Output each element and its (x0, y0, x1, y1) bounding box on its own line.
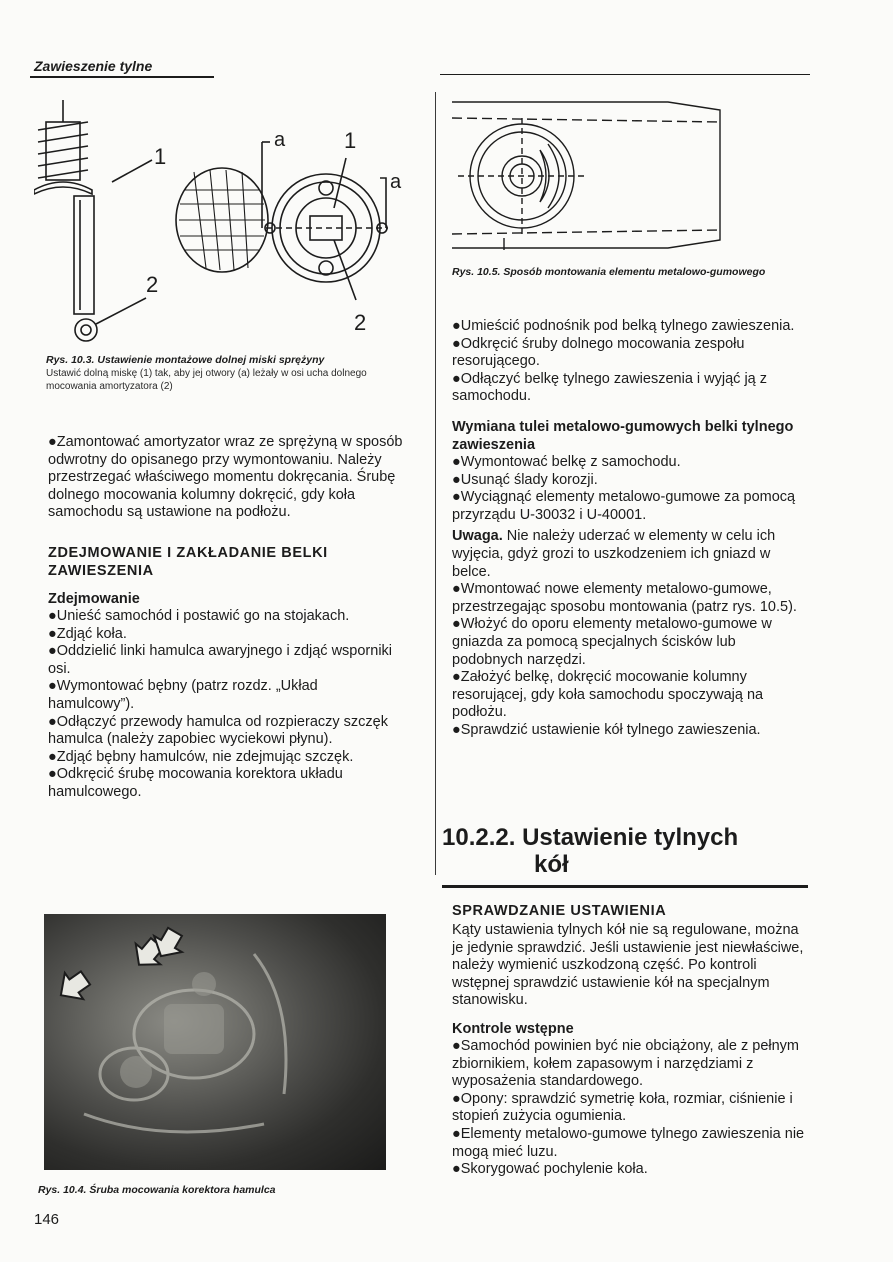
fig-10-3-callout-a1: a (274, 129, 286, 151)
page-number: 146 (34, 1211, 60, 1228)
bushing-step-2: ●Usunąć ślady korozji. (452, 471, 598, 488)
running-header: Zawieszenie tylne (34, 58, 153, 74)
figure-10-3-description: Ustawić dolną miskę (1) tak, aby jej otwory (a) leżały w osi ucha dolnego mocowania amortyzatora (2) (46, 368, 367, 392)
bushing-step-3: ●Wyciągnąć elementy metalowo-gumowe za pomocą przyrządu U-30032 i U-40001. (452, 489, 796, 523)
chapter-heading-line-1: 10.2.2. Ustawienie tylnych (442, 824, 739, 851)
removal-step-2: ●Zdjąć koła. (48, 625, 127, 642)
bushing-step-6: ●Założyć belkę, dokręcić mocowanie kolumny resorującej, gdy koła samochodu spoczywają na podłożu. (452, 669, 764, 721)
subheading-removal: Zdejmowanie (48, 590, 140, 607)
removal-step-6: ●Zdjąć bębny hamulców, nie zdejmując szczęk. (48, 748, 354, 765)
figure-10-3-title: Rys. 10.3. Ustawienie montażowe dolnej miski sprężyny (46, 354, 325, 366)
heading-bushings: Wymiana tulei metalowo-gumowych belki tylnego zawieszenia (452, 418, 794, 453)
note-paragraph (452, 528, 810, 581)
figure-10-4-caption (38, 1184, 398, 1197)
figure-10-3-drawing (34, 100, 424, 350)
removal-step-7: ●Odkręcić śrubę mocowania korektora układu hamulcowego. (48, 766, 343, 800)
fig-10-3-callout-1b: 1 (344, 128, 357, 153)
check-step-4: ●Skorygować pochylenie koła. (452, 1161, 648, 1178)
bushing-step-5: ●Włożyć do oporu elementy metalowo-gumowe w gniazda za pomocą specjalnych ścisków lub podobnych narzędzi. (452, 616, 772, 668)
note-label: Uwaga. (452, 528, 503, 545)
figure-10-4-photo (44, 914, 386, 1170)
removal-step-3: ●Oddzielić linki hamulca awaryjnego i zdjąć wsporniki osi. (48, 643, 393, 677)
figure-10-5-caption (452, 266, 792, 279)
bushing-step-4: ●Wmontować nowe elementy metalowo-gumowe, przestrzegając sposobu montowania (patrz rys. 10.5). (452, 581, 797, 615)
beam-step-1: ●Umieścić podnośnik pod belką tylnego zawieszenia. (452, 318, 795, 334)
intro-paragraph: ●Zamontować amortyzator wraz ze sprężyną w sposób odwrotny do opisanego przy wymontowaniu. Należy przestrzegać właściwego momentu dokręcania. Śrubę dolnego mocowania kolumny dokręcić, gdy koła samochodu są ustawione na podłożu. (48, 434, 403, 521)
photo-arrows (44, 914, 386, 1170)
check-step-3: ●Elementy metalowo-gumowe tylnego zawieszenia nie mogą mieć luzu. (452, 1125, 805, 1160)
figure-10-4-title: Rys. 10.4. Śruba mocowania korektora hamulca (38, 1184, 276, 1196)
figure-10-5-drawing (448, 88, 738, 254)
removal-step-5: ●Odłączyć przewody hamulca od rozpieraczy szczęk hamulca (należy zapobiec wyciekowi płynu). (48, 713, 388, 748)
chapter-heading (442, 824, 812, 878)
chapter-heading-line-2: kół (534, 851, 569, 878)
section-heading-beam: ZDEJMOWANIE I ZAKŁADANIE BELKI ZAWIESZENIA (48, 544, 328, 579)
right-column-lower (452, 902, 810, 1179)
column-divider (435, 92, 436, 875)
beam-step-2: ●Odkręcić śruby dolnego mocowania zespołu resorującego. (452, 335, 745, 370)
fig-10-3-callout-2b: 2 (354, 310, 367, 335)
header-rule (30, 76, 214, 78)
beam-step-3: ●Odłączyć belkę tylnego zawieszenia i wyjąć ją z samochodu. (452, 370, 768, 405)
subheading-preliminary: Kontrole wstępne (452, 1020, 574, 1037)
chapter-rule (442, 885, 808, 888)
fig-10-3-callout-a2: a (390, 171, 402, 193)
left-column (48, 434, 404, 802)
figure-10-5-title: Rys. 10.5. Sposób montowania elementu metalowo-gumowego (452, 266, 766, 278)
figure-10-3-caption (46, 354, 398, 393)
removal-step-1: ●Unieść samochód i postawić go na stojakach. (48, 607, 350, 624)
check-step-2: ●Opony: sprawdzić symetrię koła, rozmiar, ciśnienie i stopień zużycia ogumienia. (452, 1090, 793, 1125)
bushing-step-1: ●Wymontować belkę z samochodu. (452, 453, 681, 470)
fig-10-3-callout-2a: 2 (146, 272, 159, 297)
right-column (452, 318, 810, 739)
bushing-step-7: ●Sprawdzić ustawienie kół tylnego zawieszenia. (452, 721, 761, 738)
check-step-1: ●Samochód powinien być nie obciążony, ale z pełnym zbiornikiem, kołem zapasowym i narzędziami z wyposażenia standardowego. (452, 1037, 800, 1090)
fig-10-3-callout-1a: 1 (154, 144, 167, 169)
section-heading-check: SPRAWDZANIE USTAWIENIA (452, 903, 667, 919)
note-text: Nie należy uderzać w elementy w celu ich wyjęcia, gdyż grozi to uszkodzeniem ich gniazd w belce. (452, 528, 776, 580)
check-paragraph: Kąty ustawienia tylnych kół nie są regulowane, można je jedynie sprawdzić. Jeśli ustawienie jest niewłaściwe, należy wymienić uszkodzoną część. Po kontroli wstępnej sprawdzić ustawienie kół na specjalnym stanowisku. (452, 922, 804, 1009)
right-top-rule (440, 74, 810, 75)
removal-step-4: ●Wymontować bębny (patrz rozdz. „Układ hamulcowy”). (48, 678, 318, 712)
